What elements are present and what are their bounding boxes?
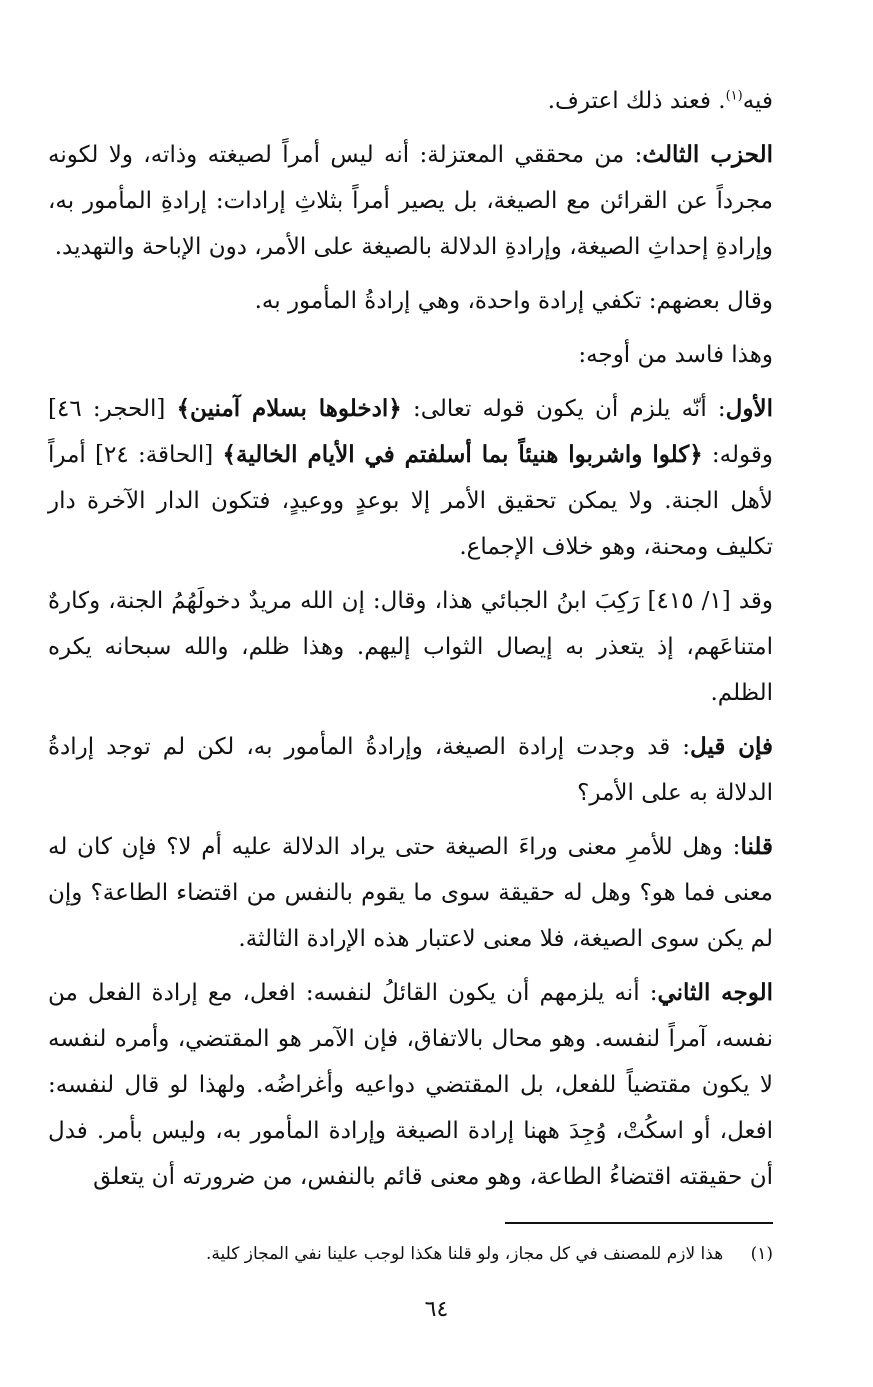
- text-run: : قد وجدت إرادة الصيغة، وإرادةُ المأمور به، لكن لم توجد إرادةُ الدلالة به على الأمر؟: [48, 734, 773, 806]
- bold-text-run: ﴿كلوا واشربوا هنيئاً بما أسلفتم في الأيام الخالية﴾: [222, 441, 703, 468]
- footnote: [48, 1240, 773, 1268]
- paragraph: [48, 578, 773, 716]
- paragraph: [48, 78, 773, 124]
- text-run: : من محققي المعتزلة: أنه ليس أمراً لصيغته وذاته، ولا لكونه مجرداً عن القرائن مع الصيغة، بل يصير أمراً بثلاثِ إرادات: إرادةِ المأمور به، وإرادةِ إحداثِ الصيغة، وإرادةِ الدلالة بالصيغة على الأمر، دون الإباحة والتهديد.: [48, 142, 773, 260]
- text-run: : وهل للأمرِ معنى وراءَ الصيغة حتى يراد الدلالة عليه أم لا؟ فإن كان له معنى فما هو؟ وهل له حقيقة سوى ما يقوم بالنفس من اقتضاء الطاعة؟ وإن لم يكن سوى الصيغة، فلا معنى لاعتبار هذه الإرادة الثالثة.: [48, 834, 773, 952]
- text-run: [الحاقة: ٢٤] أمراً لأهل الجنة. ولا يمكن تحقيق الأمر إلا بوعدٍ ووعيدٍ، فتكون الدار الآخرة دار تكليف ومحنة، وهو خلاف الإجماع.: [48, 442, 773, 560]
- footnote-reference: (١): [725, 88, 743, 104]
- paragraph: [48, 332, 773, 378]
- bold-text-run: ﴿ادخلوها بسلام آمنين﴾: [176, 395, 402, 422]
- text-run: وهذا فاسد من أوجه:: [578, 342, 773, 368]
- paragraph: [48, 132, 773, 270]
- text-run: فيه: [742, 88, 773, 114]
- bold-text-run: فإن قيل: [690, 733, 773, 760]
- page-number: ٦٤: [424, 1297, 449, 1322]
- paragraph: [48, 278, 773, 324]
- paragraph: [48, 724, 773, 816]
- text-run: : أنّه يلزم أن يكون قوله تعالى:: [401, 396, 726, 422]
- bold-text-run: الأول: [725, 395, 773, 422]
- text-run: : أنه يلزمهم أن يكون القائلُ لنفسه: افعل، مع إرادة الفعل من نفسه، آمراً لنفسه. وهو محال بالاتفاق، فإن الآمر هو المقتضي، وأمره لنفسه لا يكون مقتضياً للفعل، بل المقتضي دواعيه وأغراضُه. ولهذا لو قال لنفسه: افعل، أو اسكُتْ، وُجِدَ ههنا إرادة الصيغة وإرادة المأمور به، وليس بأمر. فدل أن حقيقته اقتضاءُ الطاعة، وهو معنى قائم بالنفس، من ضرورته أن يتعلق: [48, 980, 773, 1190]
- text-run: وقد [١/ ٤١٥] رَكِبَ ابنُ الجبائي هذا، وقال: إن الله مريدٌ دخولَهُمُ الجنة، وكارهٌ امتناعَهم، إذ يتعذر به إيصال الثواب إليهم. وهذا ظلم، والله سبحانه يكره الظلم.: [48, 588, 773, 706]
- footnote-text: هذا لازم للمصنف في كل مجاز، ولو قلنا هكذا لوجب علينا نفي المجاز كلية.: [205, 1244, 724, 1264]
- paragraph: [48, 386, 773, 570]
- text-run: . فعند ذلك اعترف.: [547, 88, 726, 114]
- text-run: وقال بعضهم: تكفي إرادة واحدة، وهي إرادةُ المأمور به.: [254, 288, 773, 314]
- footnote-number: (١): [750, 1244, 773, 1264]
- text-run: [الحجر: ٤٦] وقوله:: [48, 396, 773, 468]
- paragraph: [48, 824, 773, 962]
- paragraph: [48, 970, 773, 1200]
- main-text-column: [48, 78, 773, 1208]
- bold-text-run: الوجه الثاني: [657, 979, 773, 1006]
- footnote-separator: [505, 1222, 773, 1224]
- bold-text-run: قلنا: [740, 833, 773, 860]
- bold-text-run: الحزب الثالث: [642, 141, 773, 168]
